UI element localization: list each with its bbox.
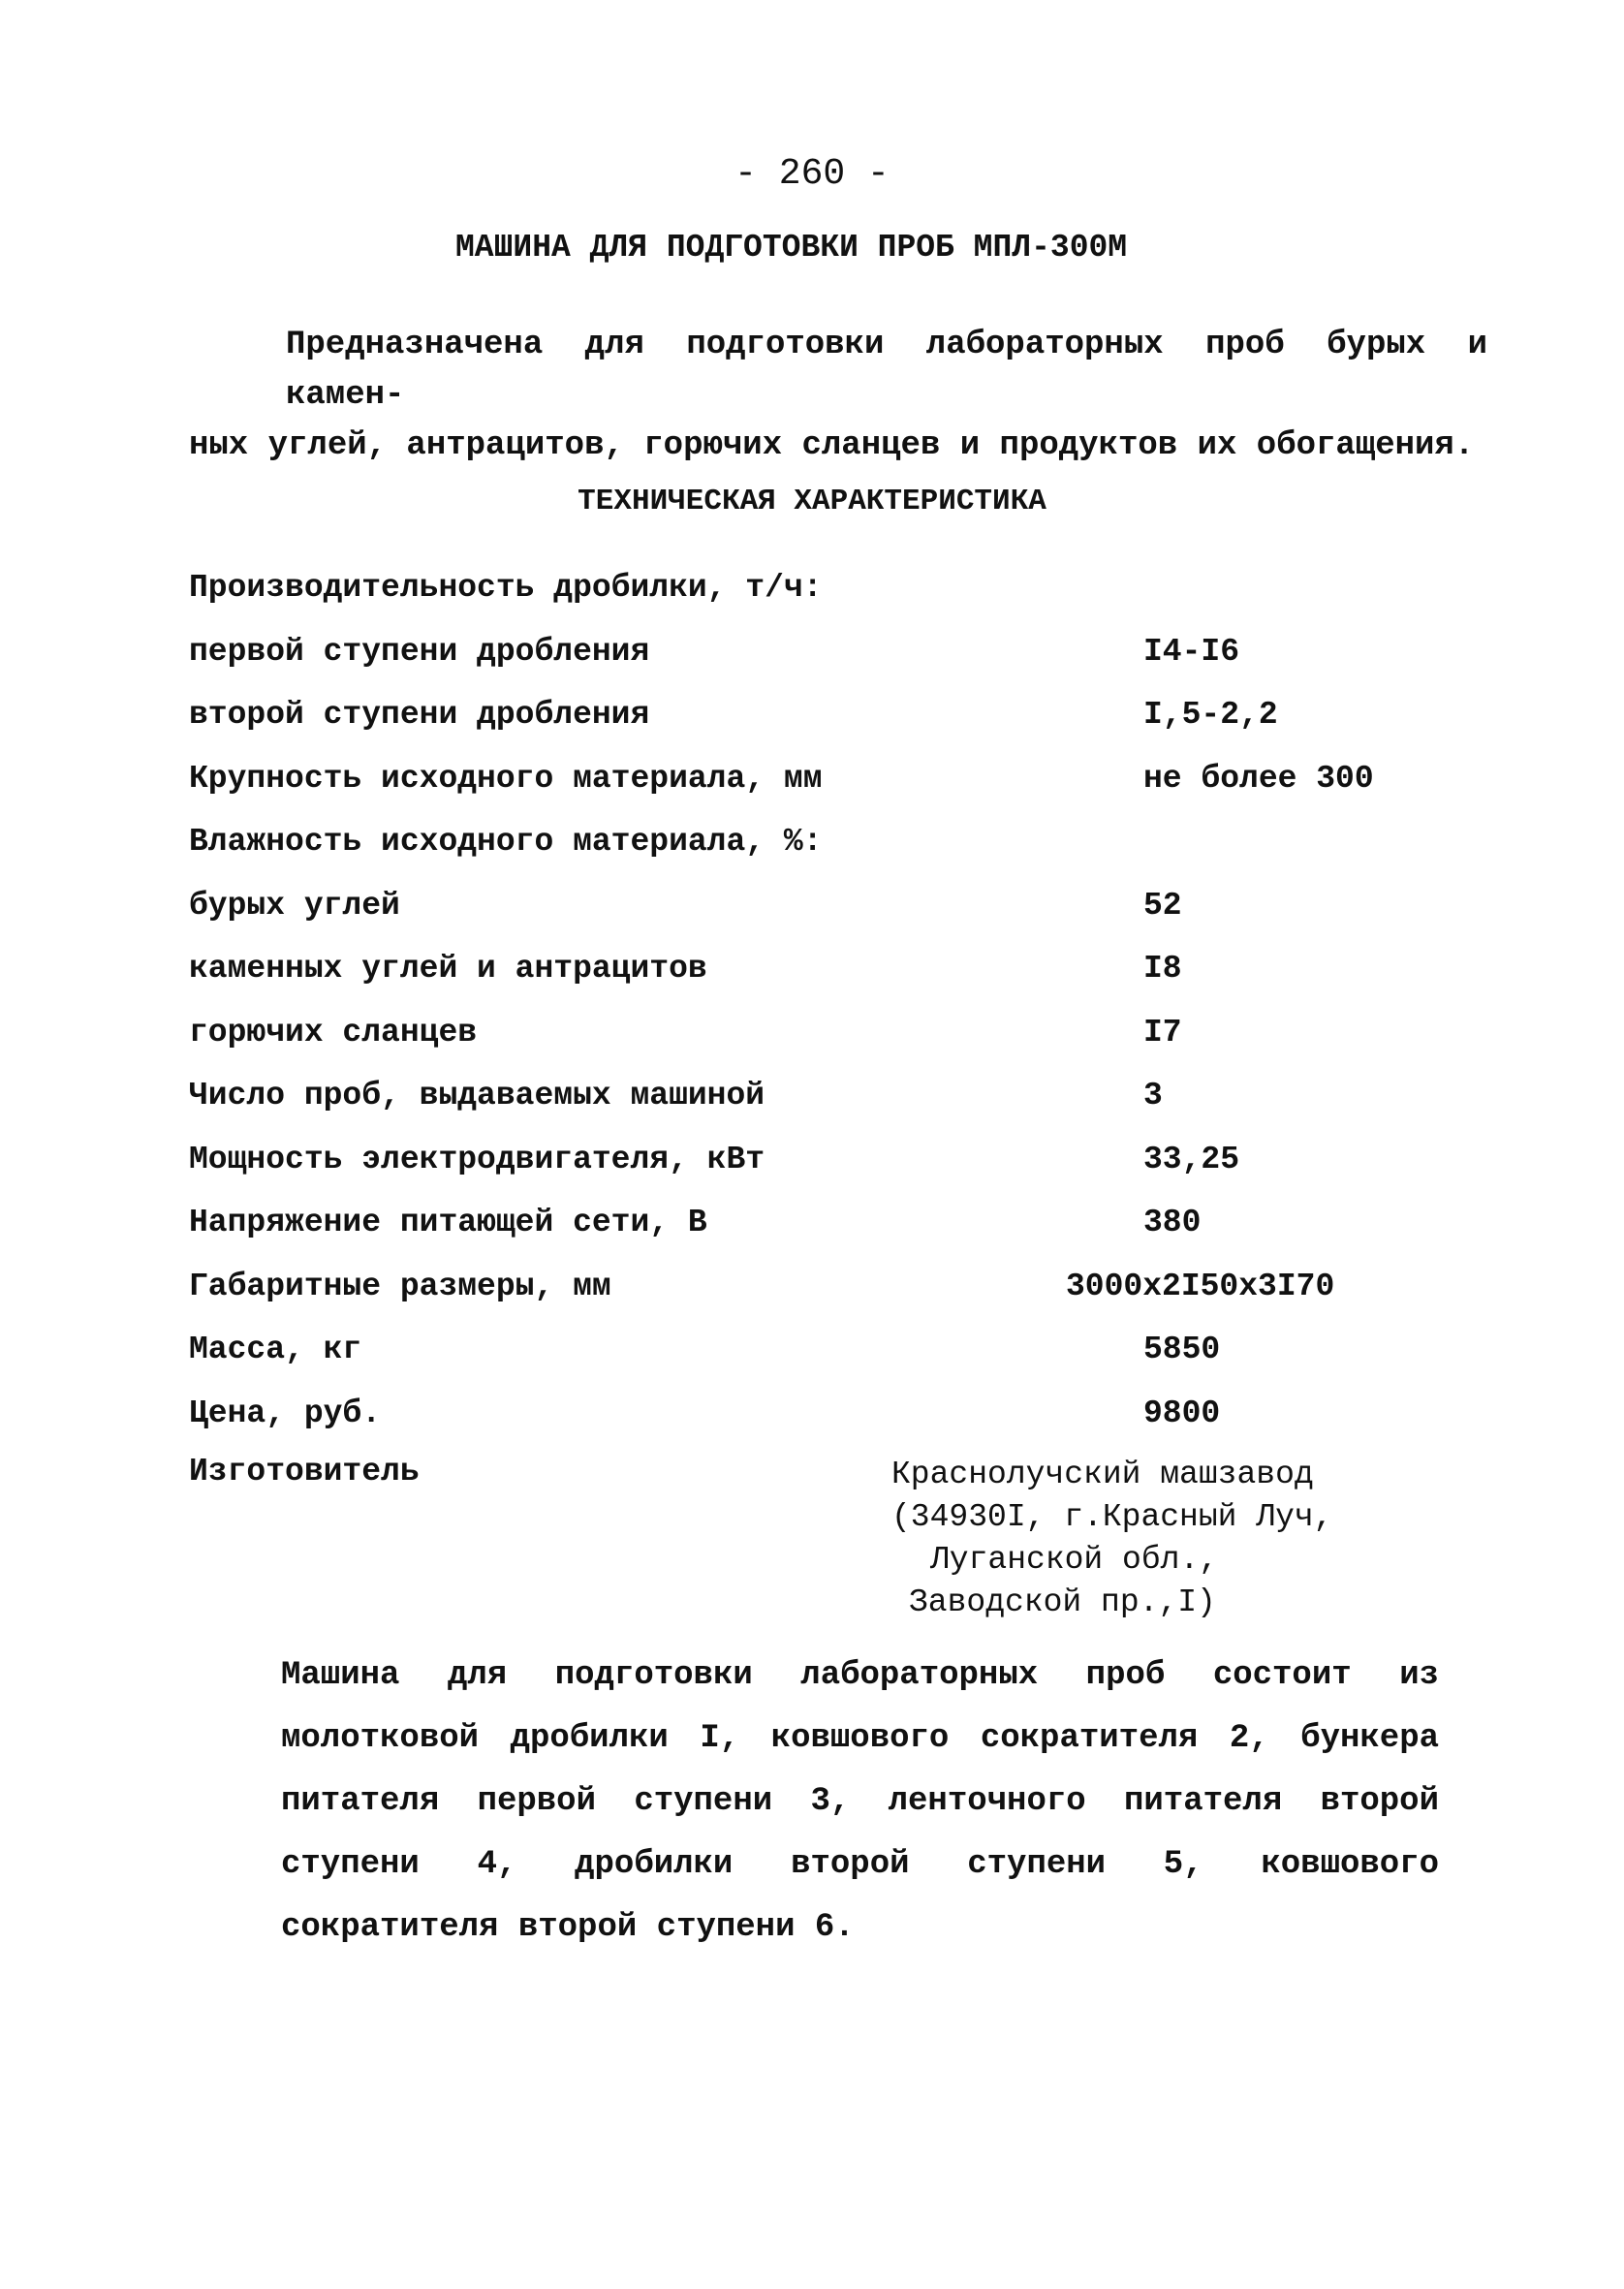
- spec-label: каменных углей и антрацитов: [189, 951, 707, 987]
- spec-row: [189, 1078, 1449, 1142]
- spec-value: 5850: [1143, 1332, 1221, 1367]
- spec-row: [189, 824, 1449, 888]
- spec-row: [189, 697, 1449, 761]
- spec-row: [189, 761, 1449, 825]
- section-title: ТЕХНИЧЕСКАЯ ХАРАКТЕРИСТИКА: [578, 485, 1046, 518]
- address-line: Луганской обл.,: [930, 1542, 1219, 1578]
- spec-row: [189, 570, 1449, 634]
- spec-label: Цена, руб.: [189, 1395, 382, 1431]
- address-line: Заводской пр.,I): [909, 1584, 1216, 1620]
- spec-table: [189, 570, 1449, 1458]
- spec-label: второй ступени дробления: [189, 697, 650, 733]
- spec-label: Влажность исходного материала, %:: [189, 824, 823, 860]
- spec-value: 33,25: [1143, 1141, 1240, 1177]
- spec-row: [189, 951, 1449, 1015]
- spec-label: Габаритные размеры, мм: [189, 1268, 611, 1304]
- spec-value: 3000x2I50x3I70: [1066, 1268, 1335, 1304]
- spec-value: I,5-2,2: [1143, 697, 1278, 733]
- spec-row: [189, 1015, 1449, 1079]
- spec-label: Мощность электродвигателя, кВт: [189, 1141, 765, 1177]
- spec-label: Число проб, выдаваемых машиной: [189, 1078, 765, 1113]
- document-title: МАШИНА ДЛЯ ПОДГОТОВКИ ПРОБ МПЛ-300М: [455, 230, 1128, 266]
- spec-row: [189, 1395, 1449, 1459]
- purpose-line-2: ных углей, антрацитов, горючих сланцев и продуктов их обогащения.: [189, 427, 1475, 464]
- spec-row: [189, 1269, 1449, 1333]
- spec-label: Масса, кг: [189, 1332, 362, 1367]
- spec-label: бурых углей: [189, 887, 400, 924]
- spec-row: [189, 1205, 1449, 1269]
- manufacturer-name: Краснолучский машзавод: [891, 1457, 1314, 1492]
- spec-row: [189, 888, 1449, 952]
- purpose-paragraph: [189, 320, 1487, 471]
- spec-value: I7: [1143, 1014, 1182, 1050]
- manufacturer-label: Изготовитель: [189, 1454, 420, 1489]
- address-line: (34930I, г.Красный Луч,: [891, 1499, 1333, 1535]
- spec-value: не более 300: [1143, 760, 1374, 797]
- purpose-line-1: Предназначена для подготовки лабораторных проб бурых и камен-: [286, 327, 1487, 414]
- spec-value: 9800: [1143, 1395, 1221, 1431]
- spec-row: [189, 634, 1449, 698]
- spec-value: 52: [1143, 887, 1182, 924]
- spec-label: Производительность дробилки, т/ч:: [189, 570, 823, 606]
- spec-row: [189, 1332, 1449, 1395]
- description-paragraph: [189, 1645, 1439, 1960]
- spec-label: Напряжение питающей сети, В: [189, 1205, 707, 1240]
- manufacturer-address: [891, 1454, 1434, 1624]
- page-number: - 260 -: [734, 153, 890, 195]
- spec-label: горючих сланцев: [189, 1014, 478, 1050]
- description-text: Машина для подготовки лабораторных проб состоит из молотковой дробилки I, ковшового сократителя 2, бункера питателя первой ступени 3, ленточного питателя второй ступени 4, дробилки второй ступени 5, ковшового сократителя второй ступени 6.: [281, 1657, 1439, 1946]
- spec-value: 380: [1143, 1205, 1202, 1240]
- spec-label: первой ступени дробления: [189, 633, 650, 670]
- spec-label: Крупность исходного материала, мм: [189, 760, 823, 797]
- spec-value: 3: [1143, 1078, 1163, 1113]
- spec-value: I4-I6: [1143, 633, 1240, 670]
- spec-row: [189, 1142, 1449, 1206]
- spec-value: I8: [1143, 951, 1182, 987]
